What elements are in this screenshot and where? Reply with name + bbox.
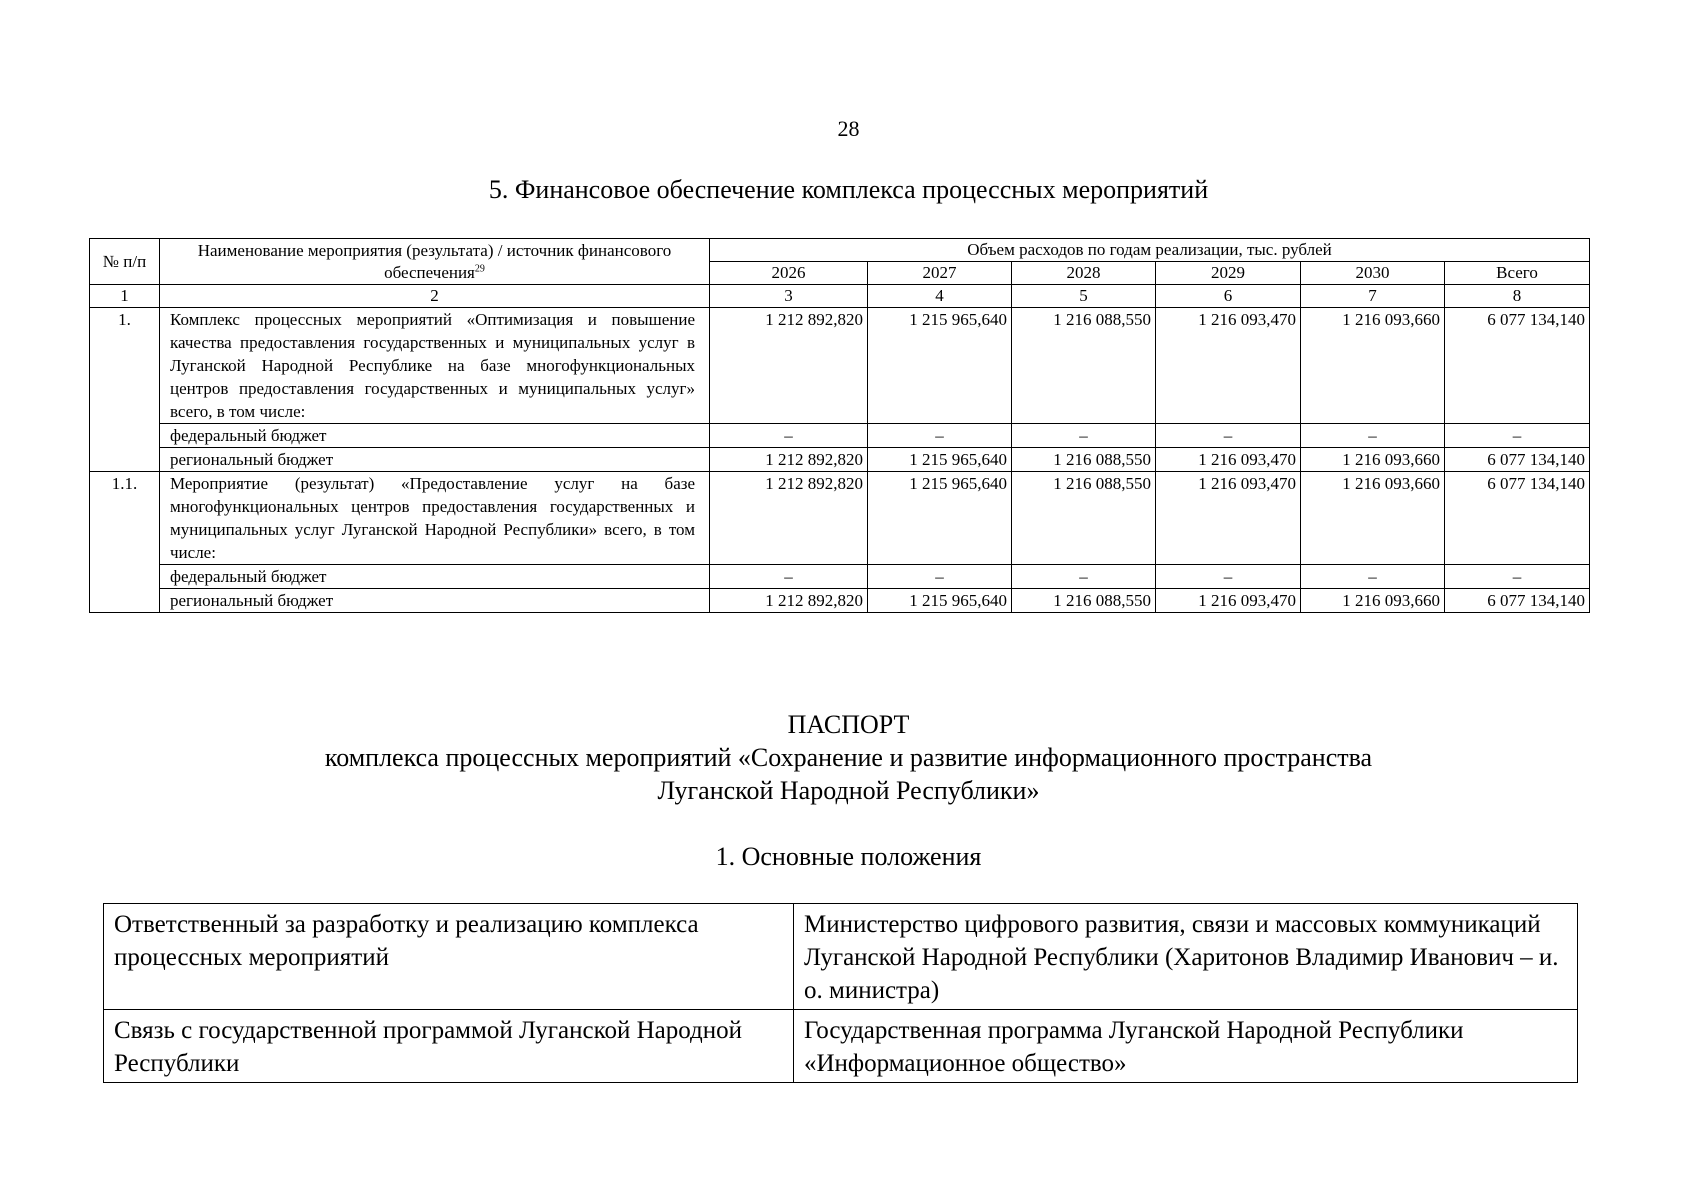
passport-line-2: Луганской Народной Республики»: [657, 776, 1040, 805]
value-cell: 1 212 892,820: [710, 589, 868, 613]
table-row: [90, 424, 1590, 448]
value-cell: 1 216 088,550: [1012, 308, 1156, 424]
value-cell: 1 216 093,660: [1301, 589, 1445, 613]
source-name: региональный бюджет: [160, 589, 710, 613]
header-year: 2026: [710, 262, 868, 285]
table-row: [90, 565, 1590, 589]
value-cell: 1 216 088,550: [1012, 472, 1156, 565]
info-label: Ответственный за разработку и реализацию комплекса процессных мероприятий: [104, 904, 794, 1010]
col-number: 1: [90, 285, 160, 308]
info-table: [103, 903, 1578, 1083]
header-year: 2027: [868, 262, 1012, 285]
value-cell: 1 215 965,640: [868, 308, 1012, 424]
value-cell: –: [1156, 565, 1301, 589]
info-value: Министерство цифрового развития, связи и массовых коммуникаций Луганской Народной Республики (Харитонов Владимир Иванович – и. о. министра): [794, 904, 1578, 1010]
value-cell: 1 216 093,470: [1156, 589, 1301, 613]
total-cell: –: [1445, 565, 1590, 589]
total-cell: 6 077 134,140: [1445, 589, 1590, 613]
total-cell: 6 077 134,140: [1445, 472, 1590, 565]
header-name-text: Наименование мероприятия (результата) / источник финансового обеспечения: [197, 240, 672, 282]
value-cell: 1 212 892,820: [710, 448, 868, 472]
col-number: 4: [868, 285, 1012, 308]
value-cell: 1 216 088,550: [1012, 589, 1156, 613]
value-cell: –: [1301, 565, 1445, 589]
total-cell: 6 077 134,140: [1445, 448, 1590, 472]
value-cell: 1 215 965,640: [868, 589, 1012, 613]
info-row: [104, 904, 1578, 1010]
table-row: [90, 448, 1590, 472]
row-number: 1.1.: [90, 472, 160, 613]
row-number: 1.: [90, 308, 160, 472]
col-number: 7: [1301, 285, 1445, 308]
value-cell: 1 216 093,470: [1156, 472, 1301, 565]
header-year: 2030: [1301, 262, 1445, 285]
value-cell: 1 216 088,550: [1012, 448, 1156, 472]
passport-title: ПАСПОРТ: [787, 710, 910, 739]
passport-heading: [0, 708, 1697, 807]
value-cell: –: [710, 565, 868, 589]
value-cell: –: [868, 565, 1012, 589]
col-number: 3: [710, 285, 868, 308]
section-title: 5. Финансовое обеспечение комплекса процессных мероприятий: [488, 175, 1209, 204]
header-year: 2029: [1156, 262, 1301, 285]
table-row: [90, 589, 1590, 613]
passport-line-1: комплекса процессных мероприятий «Сохранение и развитие информационного пространства: [324, 743, 1373, 772]
source-name: федеральный бюджет: [160, 424, 710, 448]
source-name: федеральный бюджет: [160, 565, 710, 589]
header-year: 2028: [1012, 262, 1156, 285]
value-cell: 1 215 965,640: [868, 472, 1012, 565]
col-number: 6: [1156, 285, 1301, 308]
value-cell: 1 216 093,660: [1301, 472, 1445, 565]
header-num: № п/п: [90, 239, 160, 285]
col-number: 5: [1012, 285, 1156, 308]
header-row-top: [90, 239, 1590, 262]
value-cell: –: [1301, 424, 1445, 448]
info-label: Связь с государственной программой Луганской Народной Республики: [104, 1010, 794, 1083]
value-cell: 1 216 093,660: [1301, 308, 1445, 424]
header-year-total: Всего: [1445, 262, 1590, 285]
col-number: 2: [160, 285, 710, 308]
value-cell: 1 216 093,660: [1301, 448, 1445, 472]
value-cell: 1 212 892,820: [710, 472, 868, 565]
header-name: [160, 239, 710, 285]
value-cell: –: [1012, 565, 1156, 589]
total-cell: 6 077 134,140: [1445, 308, 1590, 424]
finance-table: [89, 238, 1590, 613]
value-cell: –: [1156, 424, 1301, 448]
column-number-row: [90, 285, 1590, 308]
value-cell: 1 212 892,820: [710, 308, 868, 424]
col-number: 8: [1445, 285, 1590, 308]
row-name: Мероприятие (результат) «Предоставление услуг на базе многофункциональных центров предоставления государственных и муниципальных услуг Луганской Народной Республики» всего, в том числе:: [160, 472, 710, 565]
value-cell: 1 216 093,470: [1156, 448, 1301, 472]
value-cell: –: [710, 424, 868, 448]
page-number: 28: [837, 116, 860, 141]
subsection-title: 1. Основные положения: [715, 842, 982, 871]
source-name: региональный бюджет: [160, 448, 710, 472]
total-cell: –: [1445, 424, 1590, 448]
info-value: Государственная программа Луганской Народной Республики «Информационное общество»: [794, 1010, 1578, 1083]
value-cell: 1 216 093,470: [1156, 308, 1301, 424]
value-cell: 1 215 965,640: [868, 448, 1012, 472]
header-volume: Объем расходов по годам реализации, тыс. рублей: [710, 239, 1590, 262]
footnote-marker: 29: [474, 262, 485, 274]
info-row: [104, 1010, 1578, 1083]
table-row: [90, 472, 1590, 565]
row-name: Комплекс процессных мероприятий «Оптимизация и повышение качества предоставления государственных и муниципальных услуг в Луганской Народной Республике на базе многофункциональных центров предоставления государственных и муниципальных услуг» всего, в том числе:: [160, 308, 710, 424]
value-cell: –: [868, 424, 1012, 448]
table-row: [90, 308, 1590, 424]
value-cell: –: [1012, 424, 1156, 448]
